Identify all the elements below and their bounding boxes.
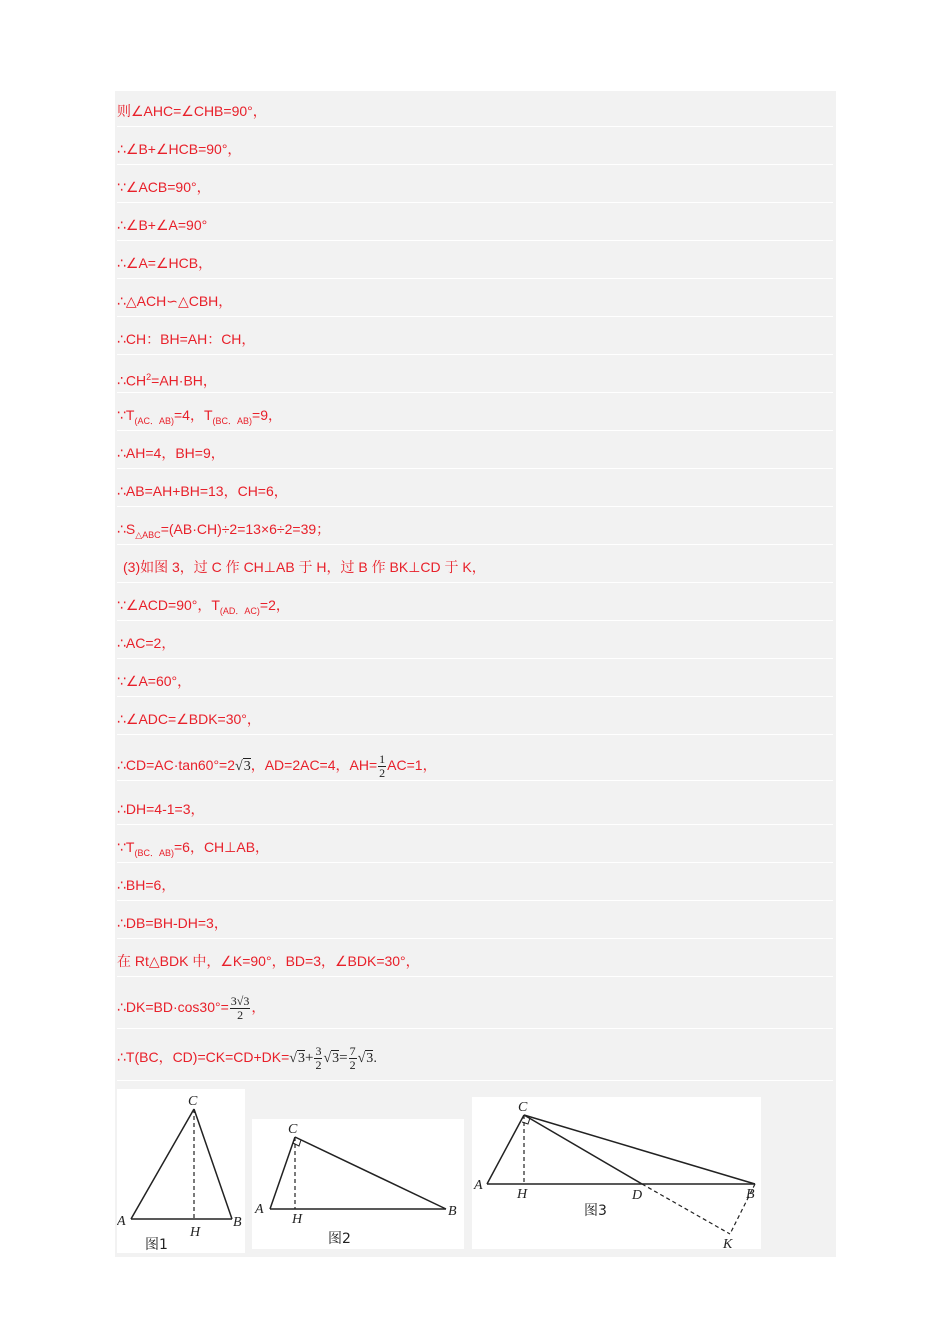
line-text: ∵∠ACD=90°，T <box>117 597 220 613</box>
subscript: (AC．AB) <box>134 415 174 426</box>
solution-line <box>117 433 833 469</box>
fraction-denominator: 2 <box>349 1058 356 1072</box>
radicand: 3 <box>243 759 251 775</box>
figure-2-caption: 图2 <box>328 1231 351 1247</box>
line-text: ∵T <box>117 407 135 423</box>
segment-cd <box>524 1115 642 1184</box>
figure-2-drawing <box>252 1119 464 1249</box>
figure-1-drawing <box>117 1089 245 1253</box>
line-text: (3)如图 3，过 C 作 CH⊥AB 于 H，过 B 作 BK⊥CD 于 K， <box>123 559 486 575</box>
figure-3 <box>472 1097 761 1249</box>
label-c: C <box>188 1094 198 1109</box>
fraction <box>378 753 386 780</box>
line-text: =9， <box>252 407 282 423</box>
fraction-numerator: 1 <box>379 752 386 766</box>
radicand: 3 <box>366 1051 374 1067</box>
label-a: A <box>117 1214 126 1229</box>
solution-line <box>117 1031 833 1081</box>
line-text: ∵∠ACB=90°， <box>117 179 211 195</box>
line-text: ∴CD=AC·tan60°=2 <box>117 757 236 774</box>
line-text: ∴∠ADC=∠BDK=30°， <box>117 711 261 727</box>
fraction-denominator: 2 <box>315 1058 322 1072</box>
label-h: H <box>517 1187 528 1202</box>
equals-sign: = <box>339 1050 348 1067</box>
label-a: A <box>474 1178 483 1193</box>
label-d: D <box>632 1188 643 1203</box>
line-text: ∴DB=BH-DH=3， <box>117 915 228 931</box>
line-text: =2， <box>259 597 290 613</box>
solution-line <box>117 789 833 825</box>
line-text: ∴T(BC，CD)=CK=CD+DK= <box>117 1049 290 1066</box>
solution-line <box>117 699 833 735</box>
label-b: B <box>746 1187 755 1202</box>
label-h: H <box>292 1212 303 1227</box>
solution-line <box>117 827 833 863</box>
line-text: ∴CH：BH=AH：CH， <box>117 331 256 347</box>
figure-1-caption: 图1 <box>145 1237 168 1253</box>
line-text: ∴BH=6， <box>117 877 176 893</box>
solution-line <box>117 129 833 165</box>
solution-line <box>117 357 833 393</box>
line-text: ∴CH <box>117 372 147 389</box>
figure-3-caption: 图3 <box>584 1203 607 1219</box>
solution-line <box>117 979 833 1029</box>
solution-line <box>117 509 833 545</box>
sqrt-expression: √3 <box>289 1051 305 1067</box>
line-text: =(AB·CH)÷2=13×6÷2=39； <box>160 521 331 537</box>
line-text: ∴AB=AH+BH=13，CH=6， <box>117 483 288 499</box>
subscript: (AD．AC) <box>219 605 260 616</box>
line-text: ∴DK=BD·cos30°= <box>117 999 229 1016</box>
side-ac <box>131 1109 194 1219</box>
line-text: AC=1， <box>387 757 437 774</box>
figure-3-drawing <box>472 1097 761 1249</box>
line-text: 在 Rt△BDK 中，∠K=90°，BD=3，∠BDK=30°， <box>117 953 420 969</box>
solution-line <box>117 547 833 583</box>
radicand: 3 <box>332 1051 340 1067</box>
solution-line <box>117 585 833 621</box>
line-text: ∴AH=4，BH=9， <box>117 445 225 461</box>
label-b: B <box>448 1204 457 1219</box>
plus-sign: + <box>304 1050 314 1067</box>
line-text: ∵∠A=60°， <box>117 673 192 689</box>
line-text: =6，CH⊥AB， <box>173 839 270 855</box>
solution-line <box>117 865 833 901</box>
label-h: H <box>190 1225 201 1240</box>
figure-1 <box>117 1089 245 1253</box>
line-text: ∴∠B+∠HCB=90°， <box>117 141 242 157</box>
label-a: A <box>255 1202 264 1217</box>
line-text: ∴△ACH∽△CBH， <box>117 293 233 309</box>
line-text: =4，T <box>173 407 213 423</box>
side-cb <box>524 1115 755 1184</box>
line-text: ∴∠A=∠HCB， <box>117 255 213 271</box>
line-text: ∵T <box>117 839 135 855</box>
line-text: ∴∠B+∠A=90° <box>117 217 208 233</box>
fraction <box>314 1045 322 1072</box>
line-text: ， <box>251 999 266 1016</box>
line-text: ∴S <box>117 521 136 537</box>
solution-line <box>117 623 833 659</box>
label-c: C <box>288 1122 298 1137</box>
solution-line <box>117 319 833 355</box>
side-cb <box>295 1137 446 1209</box>
line-text: ∴AC=2， <box>117 635 176 651</box>
solution-line <box>117 941 833 977</box>
fraction-denominator: 2 <box>237 1008 244 1022</box>
line-text: =AH·BH， <box>151 372 217 389</box>
line-text: ，AD=2AC=4，AH= <box>250 757 378 774</box>
solution-line <box>117 737 833 781</box>
fraction-denominator: 2 <box>379 766 386 780</box>
line-text: . <box>373 1049 378 1066</box>
label-b: B <box>233 1215 242 1230</box>
solution-line <box>117 903 833 939</box>
subscript: (BC．AB) <box>134 847 174 858</box>
side-ac <box>270 1137 295 1209</box>
fraction <box>349 1045 357 1072</box>
segment-dk <box>642 1184 730 1234</box>
sqrt-expression: √3 <box>323 1051 340 1067</box>
label-k: K <box>723 1237 733 1249</box>
superscript: 2 <box>146 372 152 382</box>
solution-line <box>117 167 833 203</box>
sqrt-expression: √3 <box>357 1051 374 1067</box>
fraction-numerator: 7 <box>349 1044 356 1058</box>
solution-line <box>117 471 833 507</box>
solution-line <box>117 661 833 697</box>
line-text: 则∠AHC=∠CHB=90°， <box>117 103 267 119</box>
right-angle-mark <box>522 1118 530 1124</box>
line-text: ∴DH=4-1=3， <box>117 801 205 817</box>
subscript: △ABC <box>135 529 161 540</box>
fraction-numerator: 3√3 <box>230 994 250 1008</box>
solution-line <box>117 281 833 317</box>
fraction <box>230 995 251 1022</box>
solution-line <box>117 395 833 431</box>
side-cb <box>194 1109 232 1219</box>
subscript: (BC．AB) <box>212 415 253 426</box>
side-ac <box>487 1115 524 1184</box>
sqrt-expression: √3 <box>235 759 251 775</box>
solution-line <box>117 205 833 241</box>
radicand: 3 <box>297 1051 305 1067</box>
fraction-numerator: 3 <box>315 1044 322 1058</box>
label-c: C <box>518 1100 528 1115</box>
figure-2 <box>252 1119 464 1249</box>
solution-line <box>117 243 833 279</box>
solution-line <box>117 91 833 127</box>
